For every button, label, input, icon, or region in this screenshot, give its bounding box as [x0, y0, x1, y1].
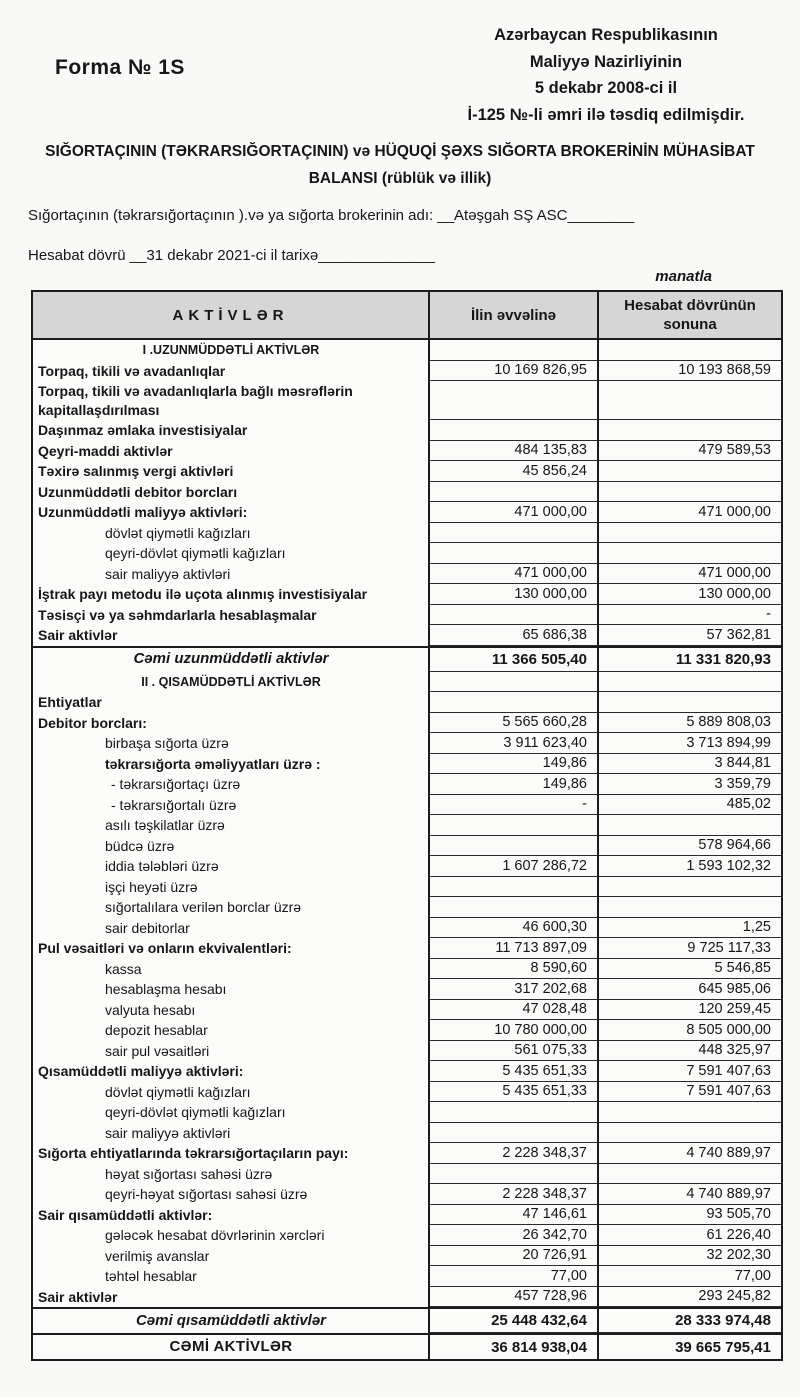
- value-hesabat-dovrunun-sonuna: 3 359,79: [599, 774, 781, 795]
- row-label: depozit hesablar: [33, 1020, 430, 1041]
- value-ilin-evveline: 45 856,24: [430, 461, 599, 482]
- value-ilin-evveline: 47 028,48: [430, 1000, 599, 1021]
- value-hesabat-dovrunun-sonuna: [599, 672, 781, 693]
- column-header-aktivler: AKTİVLƏR: [33, 292, 430, 338]
- value-hesabat-dovrunun-sonuna: 471 000,00: [599, 502, 781, 523]
- balance-table: [31, 290, 783, 1361]
- value-ilin-evveline: [430, 340, 599, 361]
- table-row: [33, 713, 781, 734]
- value-hesabat-dovrunun-sonuna: 7 591 407,63: [599, 1061, 781, 1082]
- row-label: birbaşa sığorta üzrə: [33, 733, 430, 754]
- table-row: [33, 1082, 781, 1103]
- table-row: [33, 1123, 781, 1144]
- value-hesabat-dovrunun-sonuna: [599, 543, 781, 564]
- table-body: [33, 340, 781, 1359]
- row-label: Sair aktivlər: [33, 1287, 430, 1308]
- value-ilin-evveline: 317 202,68: [430, 979, 599, 1000]
- row-label: dövlət qiymətli kağızları: [33, 1082, 430, 1103]
- value-hesabat-dovrunun-sonuna: 1,25: [599, 918, 781, 939]
- table-row: [33, 605, 781, 626]
- value-ilin-evveline: 10 780 000,00: [430, 1020, 599, 1041]
- document-title-line2: BALANSI (rüblük və illik): [308, 170, 492, 187]
- value-hesabat-dovrunun-sonuna: 479 589,53: [599, 441, 781, 462]
- row-label: asılı təşkilatlar üzrə: [33, 815, 430, 836]
- value-hesabat-dovrunun-sonuna: 5 546,85: [599, 959, 781, 980]
- column-header-ilin-evveline: İlin əvvəlinə: [430, 292, 599, 338]
- table-header-row: [33, 292, 781, 340]
- table-row: [33, 692, 781, 713]
- table-row: [33, 774, 781, 795]
- row-label: təhtəl hesablar: [33, 1266, 430, 1287]
- value-hesabat-dovrunun-sonuna: 5 889 808,03: [599, 713, 781, 734]
- value-ilin-evveline: 5 435 651,33: [430, 1061, 599, 1082]
- value-hesabat-dovrunun-sonuna: 130 000,00: [599, 584, 781, 605]
- table-row: [33, 502, 781, 523]
- value-ilin-evveline: 46 600,30: [430, 918, 599, 939]
- value-ilin-evveline: [430, 836, 599, 857]
- value-ilin-evveline: 25 448 432,64: [430, 1309, 599, 1333]
- row-label: Debitor borcları:: [33, 713, 430, 734]
- value-ilin-evveline: 484 135,83: [430, 441, 599, 462]
- value-hesabat-dovrunun-sonuna: 11 331 820,93: [599, 648, 781, 672]
- value-ilin-evveline: 5 565 660,28: [430, 713, 599, 734]
- row-label: verilmiş avanslar: [33, 1246, 430, 1267]
- value-ilin-evveline: [430, 420, 599, 441]
- row-label: Təxirə salınmış vergi aktivləri: [33, 461, 430, 482]
- table-row: [33, 441, 781, 462]
- value-hesabat-dovrunun-sonuna: [599, 461, 781, 482]
- value-ilin-evveline: 2 228 348,37: [430, 1184, 599, 1205]
- value-ilin-evveline: [430, 482, 599, 503]
- table-row: [33, 461, 781, 482]
- row-label: sair maliyyə aktivləri: [33, 1123, 430, 1144]
- table-row: [33, 361, 781, 382]
- table-row: [33, 938, 781, 959]
- approval-line: İ-125 №-li əmri ilə təsdiq edilmişdir.: [467, 105, 745, 124]
- row-label: Ehtiyatlar: [33, 692, 430, 713]
- form-number: Forma № 1S: [55, 56, 185, 79]
- value-ilin-evveline: [430, 1123, 599, 1144]
- value-hesabat-dovrunun-sonuna: 120 259,45: [599, 1000, 781, 1021]
- table-row: [33, 795, 781, 816]
- table-row: [33, 482, 781, 503]
- table-row: [33, 959, 781, 980]
- table-row: [33, 1041, 781, 1062]
- value-hesabat-dovrunun-sonuna: 3 713 894,99: [599, 733, 781, 754]
- row-label: Cəmi uzunmüddətli aktivlər: [33, 648, 430, 672]
- table-row: [33, 979, 781, 1000]
- row-label: - təkrarsığortalı üzrə: [33, 795, 430, 816]
- value-ilin-evveline: -: [430, 795, 599, 816]
- value-ilin-evveline: 11 713 897,09: [430, 938, 599, 959]
- value-hesabat-dovrunun-sonuna: 93 505,70: [599, 1205, 781, 1226]
- table-row: [33, 1225, 781, 1246]
- row-label: Uzunmüddətli debitor borcları: [33, 482, 430, 503]
- value-hesabat-dovrunun-sonuna: 28 333 974,48: [599, 1309, 781, 1333]
- value-hesabat-dovrunun-sonuna: 448 325,97: [599, 1041, 781, 1062]
- value-ilin-evveline: 10 169 826,95: [430, 361, 599, 382]
- row-label: Uzunmüddətli maliyyə aktivləri:: [33, 502, 430, 523]
- section-header-row: [33, 340, 781, 361]
- table-row: [33, 1205, 781, 1226]
- approval-line: Maliyyə Nazirliyinin: [529, 52, 683, 71]
- value-ilin-evveline: 1 607 286,72: [430, 856, 599, 877]
- row-label: qeyri-dövlət qiymətli kağızları: [33, 1102, 430, 1123]
- row-label: Pul vəsaitləri və onların ekvivalentləri:: [33, 938, 430, 959]
- value-hesabat-dovrunun-sonuna: 471 000,00: [599, 564, 781, 585]
- value-ilin-evveline: 11 366 505,40: [430, 648, 599, 672]
- value-hesabat-dovrunun-sonuna: 578 964,66: [599, 836, 781, 857]
- value-hesabat-dovrunun-sonuna: [599, 482, 781, 503]
- value-ilin-evveline: [430, 381, 599, 420]
- value-hesabat-dovrunun-sonuna: 7 591 407,63: [599, 1082, 781, 1103]
- row-label: həyat sığortası sahəsi üzrə: [33, 1164, 430, 1185]
- value-ilin-evveline: 3 911 623,40: [430, 733, 599, 754]
- value-ilin-evveline: [430, 523, 599, 544]
- row-label: Sair qısamüddətli aktivlər:: [33, 1205, 430, 1226]
- row-label: Sığorta ehtiyatlarında təkrarsığortaçıların payı:: [33, 1143, 430, 1164]
- value-hesabat-dovrunun-sonuna: [599, 897, 781, 918]
- value-ilin-evveline: 149,86: [430, 754, 599, 775]
- total-row: [33, 1333, 781, 1359]
- row-label: iddia tələbləri üzrə: [33, 856, 430, 877]
- value-hesabat-dovrunun-sonuna: 8 505 000,00: [599, 1020, 781, 1041]
- value-ilin-evveline: 457 728,96: [430, 1287, 599, 1308]
- value-hesabat-dovrunun-sonuna: 61 226,40: [599, 1225, 781, 1246]
- row-label: sair maliyyə aktivləri: [33, 564, 430, 585]
- table-row: [33, 1143, 781, 1164]
- value-ilin-evveline: 65 686,38: [430, 625, 599, 646]
- row-label: sair debitorlar: [33, 918, 430, 939]
- row-label: gələcək hesabat dövrlərinin xərcləri: [33, 1225, 430, 1246]
- value-ilin-evveline: 77,00: [430, 1266, 599, 1287]
- value-ilin-evveline: [430, 672, 599, 693]
- row-label: Daşınmaz əmlaka investisiyalar: [33, 420, 430, 441]
- table-row: [33, 733, 781, 754]
- table-row: [33, 1164, 781, 1185]
- value-ilin-evveline: 26 342,70: [430, 1225, 599, 1246]
- value-ilin-evveline: 471 000,00: [430, 502, 599, 523]
- table-row: [33, 564, 781, 585]
- value-hesabat-dovrunun-sonuna: [599, 381, 781, 420]
- column-header-hesabat-dovrunun-sonuna: Hesabat dövrünün sonuna: [624, 297, 756, 333]
- value-ilin-evveline: 561 075,33: [430, 1041, 599, 1062]
- row-label: Cəmi qısamüddətli aktivlər: [33, 1309, 430, 1333]
- row-label: Təsisçi və ya səhmdarlarla hesablaşmalar: [33, 605, 430, 626]
- value-ilin-evveline: 5 435 651,33: [430, 1082, 599, 1103]
- approval-line: Azərbaycan Respublikasının: [494, 26, 718, 44]
- value-hesabat-dovrunun-sonuna: [599, 815, 781, 836]
- value-hesabat-dovrunun-sonuna: 32 202,30: [599, 1246, 781, 1267]
- value-hesabat-dovrunun-sonuna: 10 193 868,59: [599, 361, 781, 382]
- value-hesabat-dovrunun-sonuna: 293 245,82: [599, 1287, 781, 1308]
- row-label: Torpaq, tikili və avadanlıqlar: [33, 361, 430, 382]
- value-hesabat-dovrunun-sonuna: 645 985,06: [599, 979, 781, 1000]
- row-label: hesablaşma hesabı: [33, 979, 430, 1000]
- table-row: [33, 1287, 781, 1308]
- value-ilin-evveline: 36 814 938,04: [430, 1335, 599, 1359]
- value-hesabat-dovrunun-sonuna: 57 362,81: [599, 625, 781, 646]
- value-hesabat-dovrunun-sonuna: [599, 877, 781, 898]
- value-hesabat-dovrunun-sonuna: [599, 1164, 781, 1185]
- value-hesabat-dovrunun-sonuna: 3 844,81: [599, 754, 781, 775]
- currency-note: manatla: [655, 268, 712, 285]
- row-label: Qısamüddətli maliyyə aktivləri:: [33, 1061, 430, 1082]
- value-ilin-evveline: [430, 605, 599, 626]
- value-hesabat-dovrunun-sonuna: [599, 1123, 781, 1144]
- value-hesabat-dovrunun-sonuna: 4 740 889,97: [599, 1184, 781, 1205]
- row-label: kassa: [33, 959, 430, 980]
- row-label: CƏMİ AKTİVLƏR: [33, 1335, 430, 1359]
- value-ilin-evveline: 8 590,60: [430, 959, 599, 980]
- row-label: Qeyri-maddi aktivlər: [33, 441, 430, 462]
- table-row: [33, 1102, 781, 1123]
- table-row: [33, 754, 781, 775]
- row-label: sair pul vəsaitləri: [33, 1041, 430, 1062]
- value-ilin-evveline: 20 726,91: [430, 1246, 599, 1267]
- row-label: Sair aktivlər: [33, 625, 430, 646]
- row-label: Torpaq, tikili və avadanlıqlarla bağlı məsrəflərin kapitallaşdırılması: [33, 381, 430, 420]
- value-ilin-evveline: 2 228 348,37: [430, 1143, 599, 1164]
- value-ilin-evveline: [430, 1102, 599, 1123]
- row-label: I .UZUNMÜDDƏTLİ AKTİVLƏR: [33, 340, 430, 361]
- row-label: valyuta hesabı: [33, 1000, 430, 1021]
- value-hesabat-dovrunun-sonuna: [599, 1102, 781, 1123]
- table-row: [33, 1184, 781, 1205]
- value-ilin-evveline: 130 000,00: [430, 584, 599, 605]
- table-row: [33, 543, 781, 564]
- report-period-line: Hesabat dövrü __31 dekabr 2021-ci il tarixə______________: [28, 247, 435, 264]
- value-ilin-evveline: [430, 897, 599, 918]
- row-label: İştrak payı metodu ilə uçota alınmış investisiyalar: [33, 584, 430, 605]
- value-ilin-evveline: 149,86: [430, 774, 599, 795]
- table-row: [33, 877, 781, 898]
- row-label: təkrarsığorta əməliyyatları üzrə :: [33, 754, 430, 775]
- value-hesabat-dovrunun-sonuna: [599, 523, 781, 544]
- table-row: [33, 1000, 781, 1021]
- value-ilin-evveline: [430, 815, 599, 836]
- value-ilin-evveline: [430, 692, 599, 713]
- value-hesabat-dovrunun-sonuna: 4 740 889,97: [599, 1143, 781, 1164]
- table-row: [33, 897, 781, 918]
- value-ilin-evveline: 471 000,00: [430, 564, 599, 585]
- row-label: dövlət qiymətli kağızları: [33, 523, 430, 544]
- approval-line: 5 dekabr 2008-ci il: [534, 79, 678, 97]
- row-label: büdcə üzrə: [33, 836, 430, 857]
- value-ilin-evveline: [430, 1164, 599, 1185]
- total-row: [33, 1307, 781, 1333]
- row-label: sığortalılara verilən borclar üzrə: [33, 897, 430, 918]
- document-title-line1: SIĞORTAÇININ (TƏKRARSIĞORTAÇININ) və HÜQUQİ ŞƏXS SIĞORTA BROKERİNİN MÜHASİBAT: [45, 143, 755, 160]
- value-ilin-evveline: [430, 877, 599, 898]
- approval-block: [420, 22, 792, 128]
- table-row: [33, 523, 781, 544]
- table-row: [33, 918, 781, 939]
- table-row: [33, 1061, 781, 1082]
- row-label: qeyri-həyat sığortası sahəsi üzrə: [33, 1184, 430, 1205]
- row-label: - təkrarsığortaçı üzrə: [33, 774, 430, 795]
- value-ilin-evveline: [430, 543, 599, 564]
- table-row: [33, 420, 781, 441]
- value-hesabat-dovrunun-sonuna: 77,00: [599, 1266, 781, 1287]
- table-row: [33, 1266, 781, 1287]
- table-row: [33, 584, 781, 605]
- value-hesabat-dovrunun-sonuna: 1 593 102,32: [599, 856, 781, 877]
- row-label: II . QISAMÜDDƏTLİ AKTİVLƏR: [33, 672, 430, 693]
- row-label: işçi heyəti üzrə: [33, 877, 430, 898]
- table-row: [33, 625, 781, 646]
- value-hesabat-dovrunun-sonuna: 9 725 117,33: [599, 938, 781, 959]
- table-row: [33, 381, 781, 420]
- document-title: [0, 138, 800, 192]
- table-row: [33, 1020, 781, 1041]
- table-row: [33, 856, 781, 877]
- table-row: [33, 836, 781, 857]
- value-hesabat-dovrunun-sonuna: [599, 420, 781, 441]
- value-hesabat-dovrunun-sonuna: [599, 692, 781, 713]
- insurer-name-line: Sığortaçının (təkrarsığortaçının ).və ya sığorta brokerinin adı: __Atəşgah SŞ ASC________: [28, 207, 635, 224]
- value-hesabat-dovrunun-sonuna: 485,02: [599, 795, 781, 816]
- table-row: [33, 815, 781, 836]
- section-header-row: [33, 672, 781, 693]
- total-row: [33, 646, 781, 672]
- table-row: [33, 1246, 781, 1267]
- value-hesabat-dovrunun-sonuna: -: [599, 605, 781, 626]
- value-hesabat-dovrunun-sonuna: 39 665 795,41: [675, 1338, 771, 1356]
- value-hesabat-dovrunun-sonuna: [599, 340, 781, 361]
- value-ilin-evveline: 47 146,61: [430, 1205, 599, 1226]
- row-label: qeyri-dövlət qiymətli kağızları: [33, 543, 430, 564]
